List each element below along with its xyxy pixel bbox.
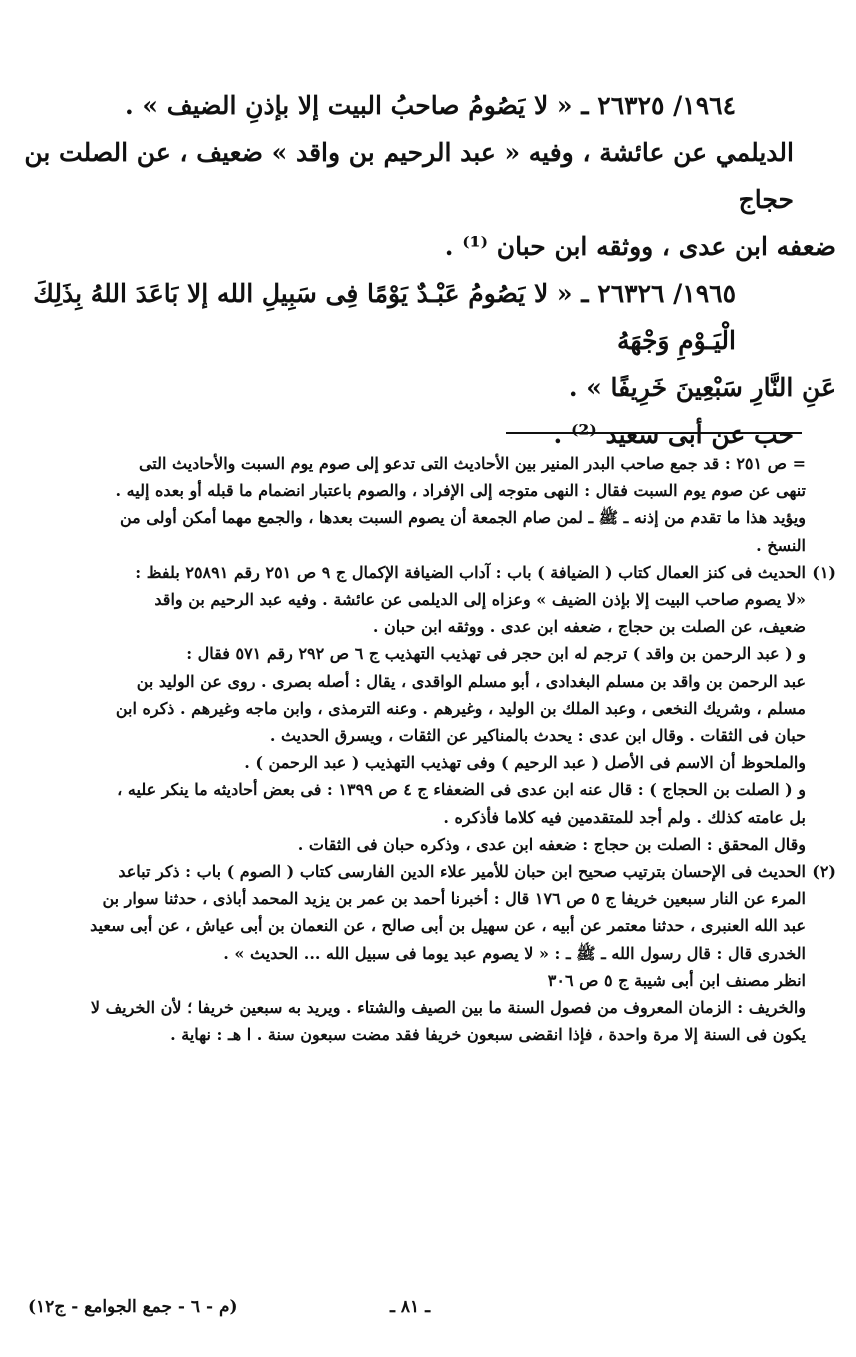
footnote-continuation-line: ويؤيد هذا ما تقدم من إذنه ـ ﷺ ـ لمن صام الجمعة أن يصوم السبت بعدها ، والجمع مهما أمكن أولى من: [119, 508, 806, 528]
footnote-2-line: عبد الله العنبرى ، حدثنا معتمر عن أبيه ، عن سهيل بن أبى صالح ، عن النعمان بن أبى عياش ، عن أبى سعيد: [90, 916, 806, 936]
footnote-1-line: عبد الرحمن بن واقد بن مسلم البغدادى ، أبو مسلم الواقدى ، يقال : أصله بصرى . روى عن الوليد بن: [136, 671, 806, 691]
footnotes: [22, 450, 836, 1048]
signature-mark: (م - ٦ - جمع الجوامع - ج١٢): [28, 1297, 238, 1317]
footnote-2-number: (٢): [812, 862, 836, 882]
main-text: [22, 82, 836, 458]
footnote-1-line: حبان فى الثقات . وقال ابن عدى : يحدث بالمناكير عن الثقات ، ويسرق الحديث .: [269, 726, 806, 746]
footnote-2-line: المرء عن النار سبعين خريفا ج ٥ ص ١٧٦ قال : أخبرنا أحمد بن عمر بن يزيد المحمد أباذى ، حدثنا سوار بن: [102, 889, 806, 909]
footnote-2-line: والخريف : الزمان المعروف من فصول السنة ما بين الصيف والشتاء . ويريد به سبعين خريفا ؛ لأن الخريف لا: [90, 998, 806, 1018]
hadith-1964: ١٩٦٤/ ٢٦٣٢٥ ـ « لا يَصُومُ صاحبُ البيت إلا بإذنِ الضيف » .: [125, 91, 736, 120]
hadith-1965-line-2: عَنِ النَّارِ سَبْعِينَ خَرِيفًا » .: [568, 373, 836, 402]
footnote-1-line: والملحوظ أن الاسم فى الأصل ( عبد الرحيم ) وفى تهذيب التهذيب ( عبد الرحمن ) .: [244, 753, 806, 773]
footnote-2-line: يكون فى السنة إلا مرة واحدة ، فإذا انقضى سبعون خريفا فقد مضت سبعون سنة . ا هـ : نهاية .: [170, 1025, 806, 1045]
footnote-1-line: و ( الصلت بن الحجاج ) : قال عنه ابن عدى فى الضعفاء ج ٤ ص ١٣٩٩ : فى بعض أحاديثه ما ينكر عليه ،: [117, 780, 806, 800]
footnote-2-text: الحديث فى الإحسان بترتيب صحيح ابن حبان للأمير علاء الدين الفارسى كتاب ( الصوم ) باب : ذكر تباعد: [118, 862, 806, 882]
footnote-1-line: ضعيف، عن الصلت بن حجاج ، ضعفه ابن عدى . ووثقه ابن حبان .: [372, 617, 806, 637]
hadith-1964-source-line-1: الديلمي عن عائشة ، وفيه « عبد الرحيم بن واقد » ضعيف ، عن الصلت بن حجاج: [24, 138, 794, 214]
footnote-1-first-line: [22, 559, 836, 586]
footnote-1-line: وقال المحقق : الصلت بن حجاج : ضعفه ابن عدى ، وذكره حبان فى الثقات .: [297, 834, 806, 854]
page-footer: [0, 1297, 856, 1331]
footnote-1-text: الحديث فى كنز العمال كتاب ( الضيافة ) باب : آداب الضيافة الإكمال ج ٩ ص ٢٥١ رقم ٢٥٨٩١ بلفظ :: [135, 562, 806, 582]
footnote-1-line: مسلم ، وشريك النخعى ، وعبد الملك بن الوليد ، وغيرهم . وعنه الترمذى ، وابن ماجه وغيرهم . ذكره ابن: [115, 698, 806, 718]
footnote-1-line: «لا يصوم صاحب البيت إلا بإذن الضيف » وعزاه إلى الديلمى عن عائشة . وفيه عبد الرحيم بن واقد: [154, 590, 806, 610]
page-number: ـ ٨١ ـ: [390, 1297, 431, 1317]
hadith-1965-source: حب عن أبى سعيد ⁽²⁾ .: [553, 420, 794, 449]
footnote-continuation-line: = ص ٢٥١ : قد جمع صاحب البدر المنير بين الأحاديث التى تدعو إلى صوم يوم السبت والأحاديث التى: [138, 454, 806, 473]
footnote-1-line: بل عامته كذلك . ولم أجد للمتقدمين فيه كلاما فأذكره .: [443, 807, 806, 827]
footnote-2-first-line: [22, 858, 836, 885]
hadith-1965-line-1: ١٩٦٥/ ٢٦٣٢٦ ـ « لا يَصُومُ عَبْـدٌ يَوْمًا فِى سَبِيلِ الله إلا بَاعَدَ اللهُ بِذَلِكَ الْيَـوْمِ وَجْهَهُ: [33, 279, 736, 355]
footnote-continuation-line: النسخ .: [756, 535, 806, 555]
footnote-1-line: و ( عبد الرحمن بن واقد ) ترجم له ابن حجر فى تهذيب التهذيب ج ٦ ص ٢٩٢ رقم ٥٧١ فقال :: [186, 644, 806, 664]
footnote-2-line: انظر مصنف ابن أبى شيبة ج ٥ ص ٣٠٦: [547, 970, 806, 990]
footnote-2-line: الخدرى قال : قال رسول الله ـ ﷺ ـ : « لا يصوم عبد يوما فى سبيل الله ... الحديث » .: [223, 943, 806, 963]
footnote-1-number: (١): [812, 562, 836, 582]
footnote-separator: [506, 432, 802, 434]
footnote-continuation-line: تنهى عن صوم يوم السبت فقال : النهى متوجه إلى الإفراد ، والصوم باعتبار انضمام ما قبله أو بعده إليه .: [115, 481, 806, 501]
hadith-1964-source-line-2: ضعفه ابن عدى ، ووثقه ابن حبان ⁽¹⁾ .: [444, 232, 836, 261]
